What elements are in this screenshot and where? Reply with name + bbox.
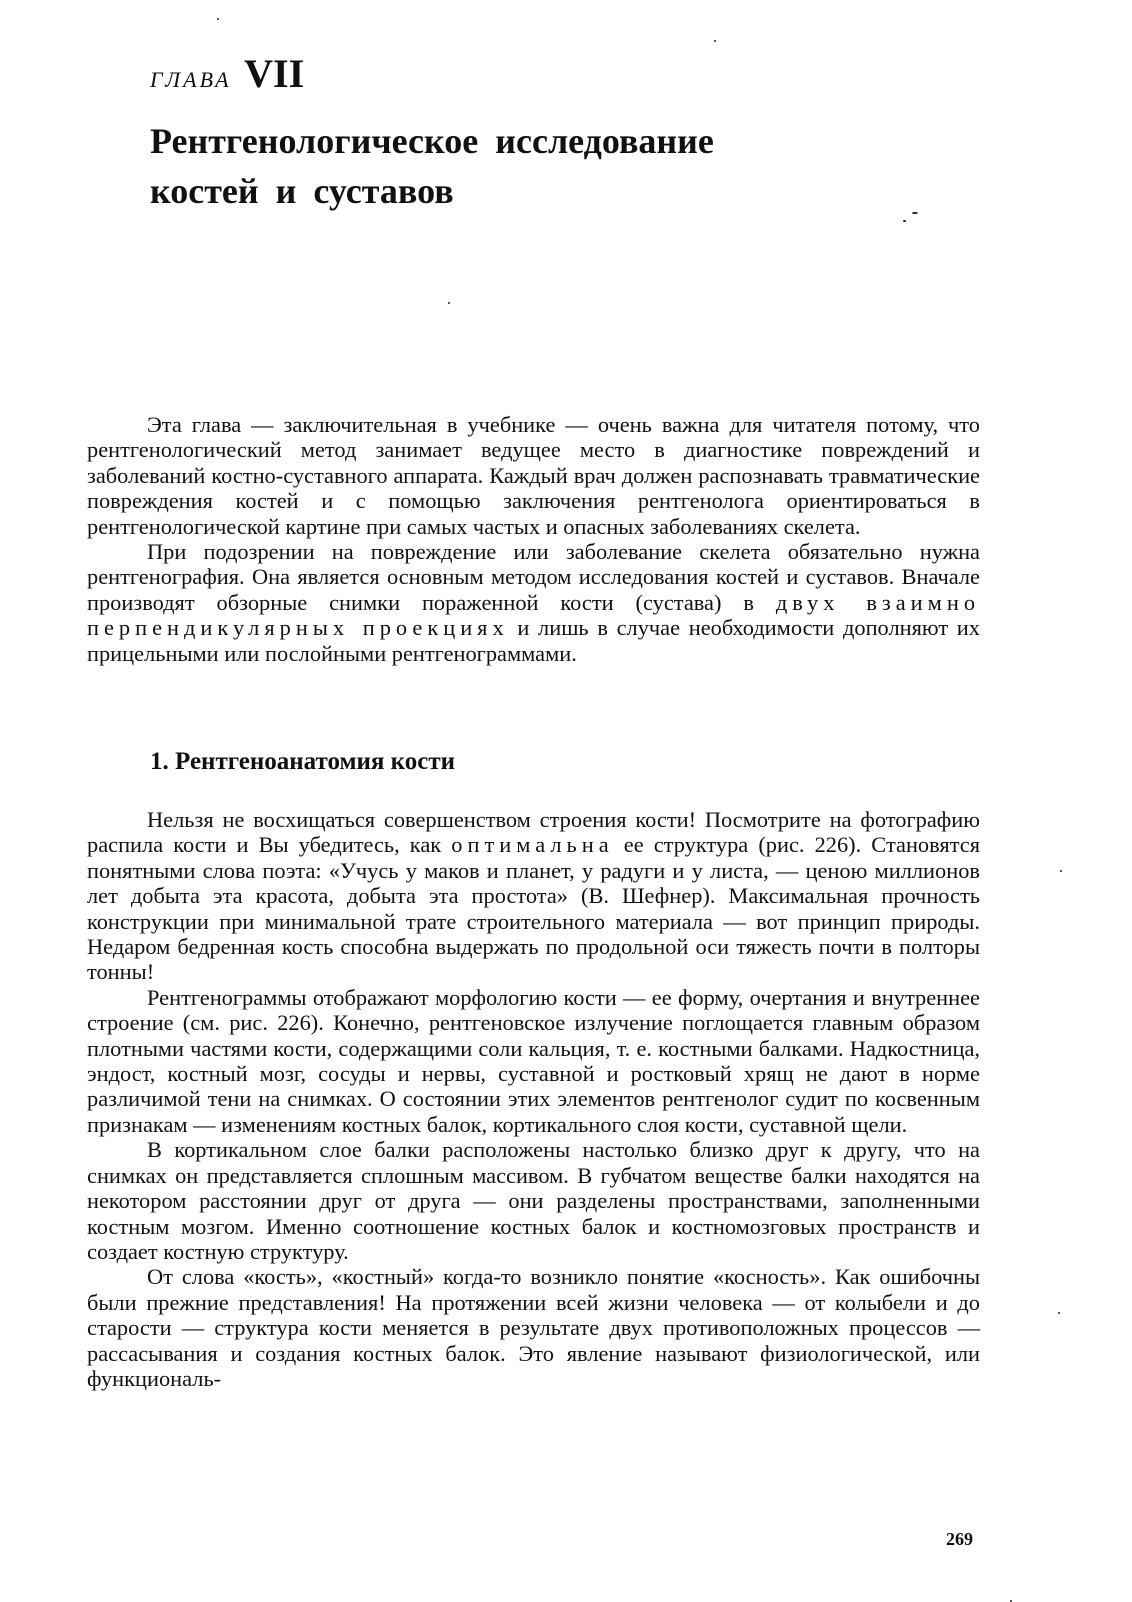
intro-paragraph-1: Эта глава — заключительная в учебнике — очень важна для читателя потому, что рентгенологический метод занимает ведущее место в диагностике повреждений и заболеваний костно-суставного аппарата. Каждый врач должен распознавать травматические повреждения костей и с помощью заключения рентгенолога ориентироваться в рентгенологической картине при самых частых и опасных заболеваниях скелета.: [87, 412, 980, 539]
chapter-label: [150, 52, 304, 102]
page-number: 269: [946, 1529, 973, 1549]
section-body-text: [87, 807, 980, 1391]
scan-speck: [903, 220, 906, 222]
chapter-title: [150, 116, 970, 216]
chapter-title-line-2: костей и суставов: [150, 171, 454, 211]
scan-speck: [448, 302, 450, 304]
body-paragraph-1-start: Нельзя не восхищаться совершенством строения кости! Посмотрите на фотографию распила кости и Вы убедитесь, как: [87, 807, 980, 858]
chapter-word: ГЛАВА: [150, 67, 232, 92]
body-emphasis: оптимальна: [451, 832, 614, 858]
chapter-number: VII: [244, 51, 305, 96]
body-paragraph-4: От слова «кость», «костный» когда-то возникло понятие «косность». Как ошибочны были прежние представления! На протяжении всей жизни человека — от колыбели и до старости — структура кости меняется в результате двух противоположных процессов — рассасывания и создания костных балок. Это явление называют физиологической, или функциональ-: [87, 1264, 980, 1391]
intro-text: [87, 412, 980, 666]
body-paragraph-2: Рентгенограммы отображают морфологию кости — ее форму, очертания и внутреннее строение (см. рис. 226). Конечно, рентгеновское излучение поглощается главным образом плотными частями кости, содержащими соли кальция, т. е. костными балками. Надкостница, эндост, костный мозг, сосуды и нервы, суставной и ростковый хрящ не дают в норме различимой тени на снимках. О состоянии этих элементов рентгенолог судит по косвенным признакам — изменениям костных балок, кортикального слоя кости, суставной щели.: [87, 984, 980, 1137]
body-paragraph-1: [87, 807, 980, 985]
intro-paragraph-2-start: При подозрении на повреждение или заболевание скелета обязательно нужна рентгенография. Она является основным методом исследования костей и суставов. Вначале производят обзорные снимки пораженной кости (сустава) в: [87, 539, 980, 615]
scan-speck: [714, 40, 716, 42]
intro-paragraph-2: [87, 539, 980, 666]
intro-emphasis: двух взаимно перпендикулярных проекциях: [87, 589, 981, 641]
intro-paragraph-2-end: и лишь в случае необходимости дополняют их прицельными или послойными рентгенограммами.: [87, 615, 980, 666]
scan-speck: [1058, 1312, 1060, 1314]
chapter-title-line-1: Рентгенологическое исследование: [150, 121, 714, 161]
body-paragraph-1-end: ее структура (рис. 226). Становятся понятными слова поэта: «Учусь у маков и планет, у радуги и у листа, — ценою миллионов лет добыта эта красота, добыта эта простота» (В. Шефнер). Максимальная прочность конструкции при минимальной трате строительного материала — вот принцип природы. Недаром бедренная кость способна выдержать по продольной оси тяжесть почти в полторы тонны!: [87, 832, 980, 985]
scan-speck: [1060, 870, 1062, 872]
scan-speck: [217, 18, 219, 20]
body-paragraph-3: В кортикальном слое балки расположены настолько близко друг к другу, что на снимках он представляется сплошным массивом. В губчатом веществе балки находятся на некотором расстоянии друг от друга — они разделены пространствами, заполненными костным мозгом. Именно соотношение костных балок и костномозговых пространств и создает костную структуру.: [87, 1137, 980, 1264]
section-heading: 1. Рентгеноанатомия кости: [150, 748, 456, 775]
scan-speck: [912, 212, 918, 214]
